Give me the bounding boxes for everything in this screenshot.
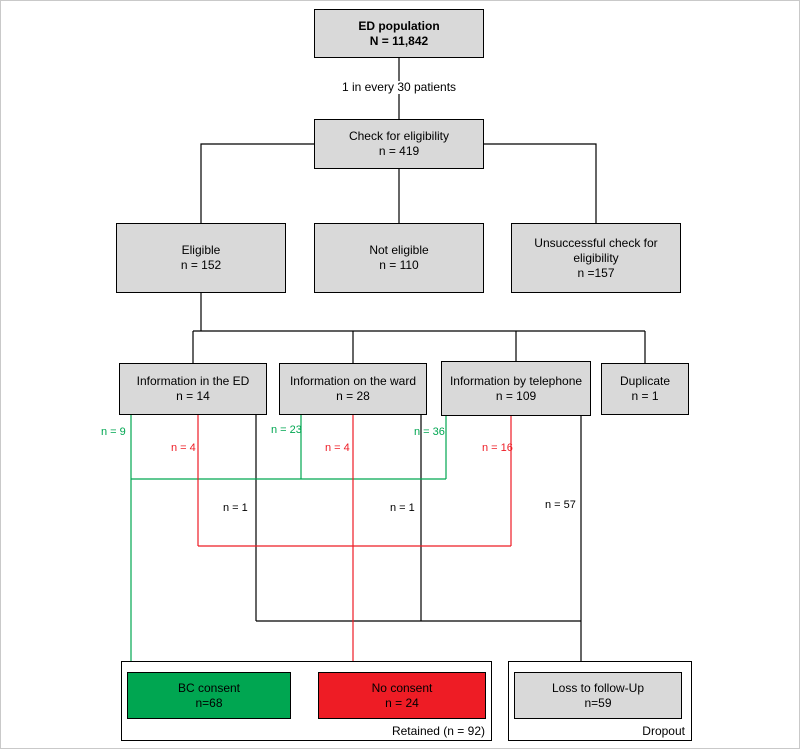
eligible-count: n = 152 [180, 258, 222, 272]
dropout-label: Dropout [642, 724, 685, 738]
information-ward-count: n = 28 [336, 389, 370, 403]
edge-label-green-tel: n = 36 [414, 426, 445, 438]
no-consent-box [318, 672, 486, 719]
information-telephone-count: n = 109 [495, 388, 537, 403]
loss-to-followup-box [514, 672, 682, 719]
information-telephone-title: Information by telephone [449, 373, 583, 388]
eligible-box [116, 223, 286, 293]
edge-label-black-tel: n = 57 [545, 499, 576, 511]
bc-consent-title: BC consent [177, 680, 241, 695]
bc-consent-box [127, 672, 291, 719]
duplicate-count: n = 1 [631, 389, 659, 403]
edge-label-green-ward: n = 23 [271, 424, 302, 436]
not-eligible-box [314, 223, 484, 293]
no-consent-title: No consent [371, 680, 433, 695]
no-consent-count: n = 24 [385, 695, 419, 710]
duplicate-box [601, 363, 689, 415]
unsuccessful-check-title: Unsuccessful check for eligibility [534, 235, 658, 265]
information-ward-box [279, 363, 427, 415]
check-eligibility-box [314, 119, 484, 169]
sampling-note: 1 in every 30 patients [331, 81, 467, 94]
unsuccessful-check-box [511, 223, 681, 293]
eligible-title: Eligible [181, 243, 221, 257]
bc-consent-count: n=68 [195, 695, 223, 710]
edge-label-black-ward: n = 1 [390, 502, 415, 514]
check-eligibility-count: n = 419 [378, 144, 420, 158]
loss-to-followup-title: Loss to follow-Up [551, 680, 645, 695]
unsuccessful-check-count: n =157 [577, 265, 615, 280]
duplicate-title: Duplicate [619, 374, 671, 388]
information-ed-box [119, 363, 267, 415]
ed-population-title: ED population [358, 18, 440, 33]
edge-label-red-ed: n = 4 [171, 442, 196, 454]
check-eligibility-title: Check for eligibility [348, 129, 450, 143]
information-ed-count: n = 14 [176, 389, 210, 403]
edge-label-black-ed: n = 1 [223, 502, 248, 514]
information-telephone-box [441, 361, 591, 416]
retained-label: Retained (n = 92) [391, 724, 485, 738]
ed-population-box [314, 9, 484, 58]
not-eligible-count: n = 110 [379, 258, 419, 272]
loss-to-followup-count: n=59 [584, 695, 612, 710]
information-ed-title: Information in the ED [136, 374, 250, 388]
ed-population-count: N = 11,842 [369, 33, 429, 48]
not-eligible-title: Not eligible [369, 243, 429, 257]
edge-label-red-ward: n = 4 [325, 442, 350, 454]
edge-label-green-ed: n = 9 [101, 426, 126, 438]
information-ward-title: Information on the ward [289, 374, 417, 388]
edge-label-red-tel: n = 16 [482, 442, 513, 454]
